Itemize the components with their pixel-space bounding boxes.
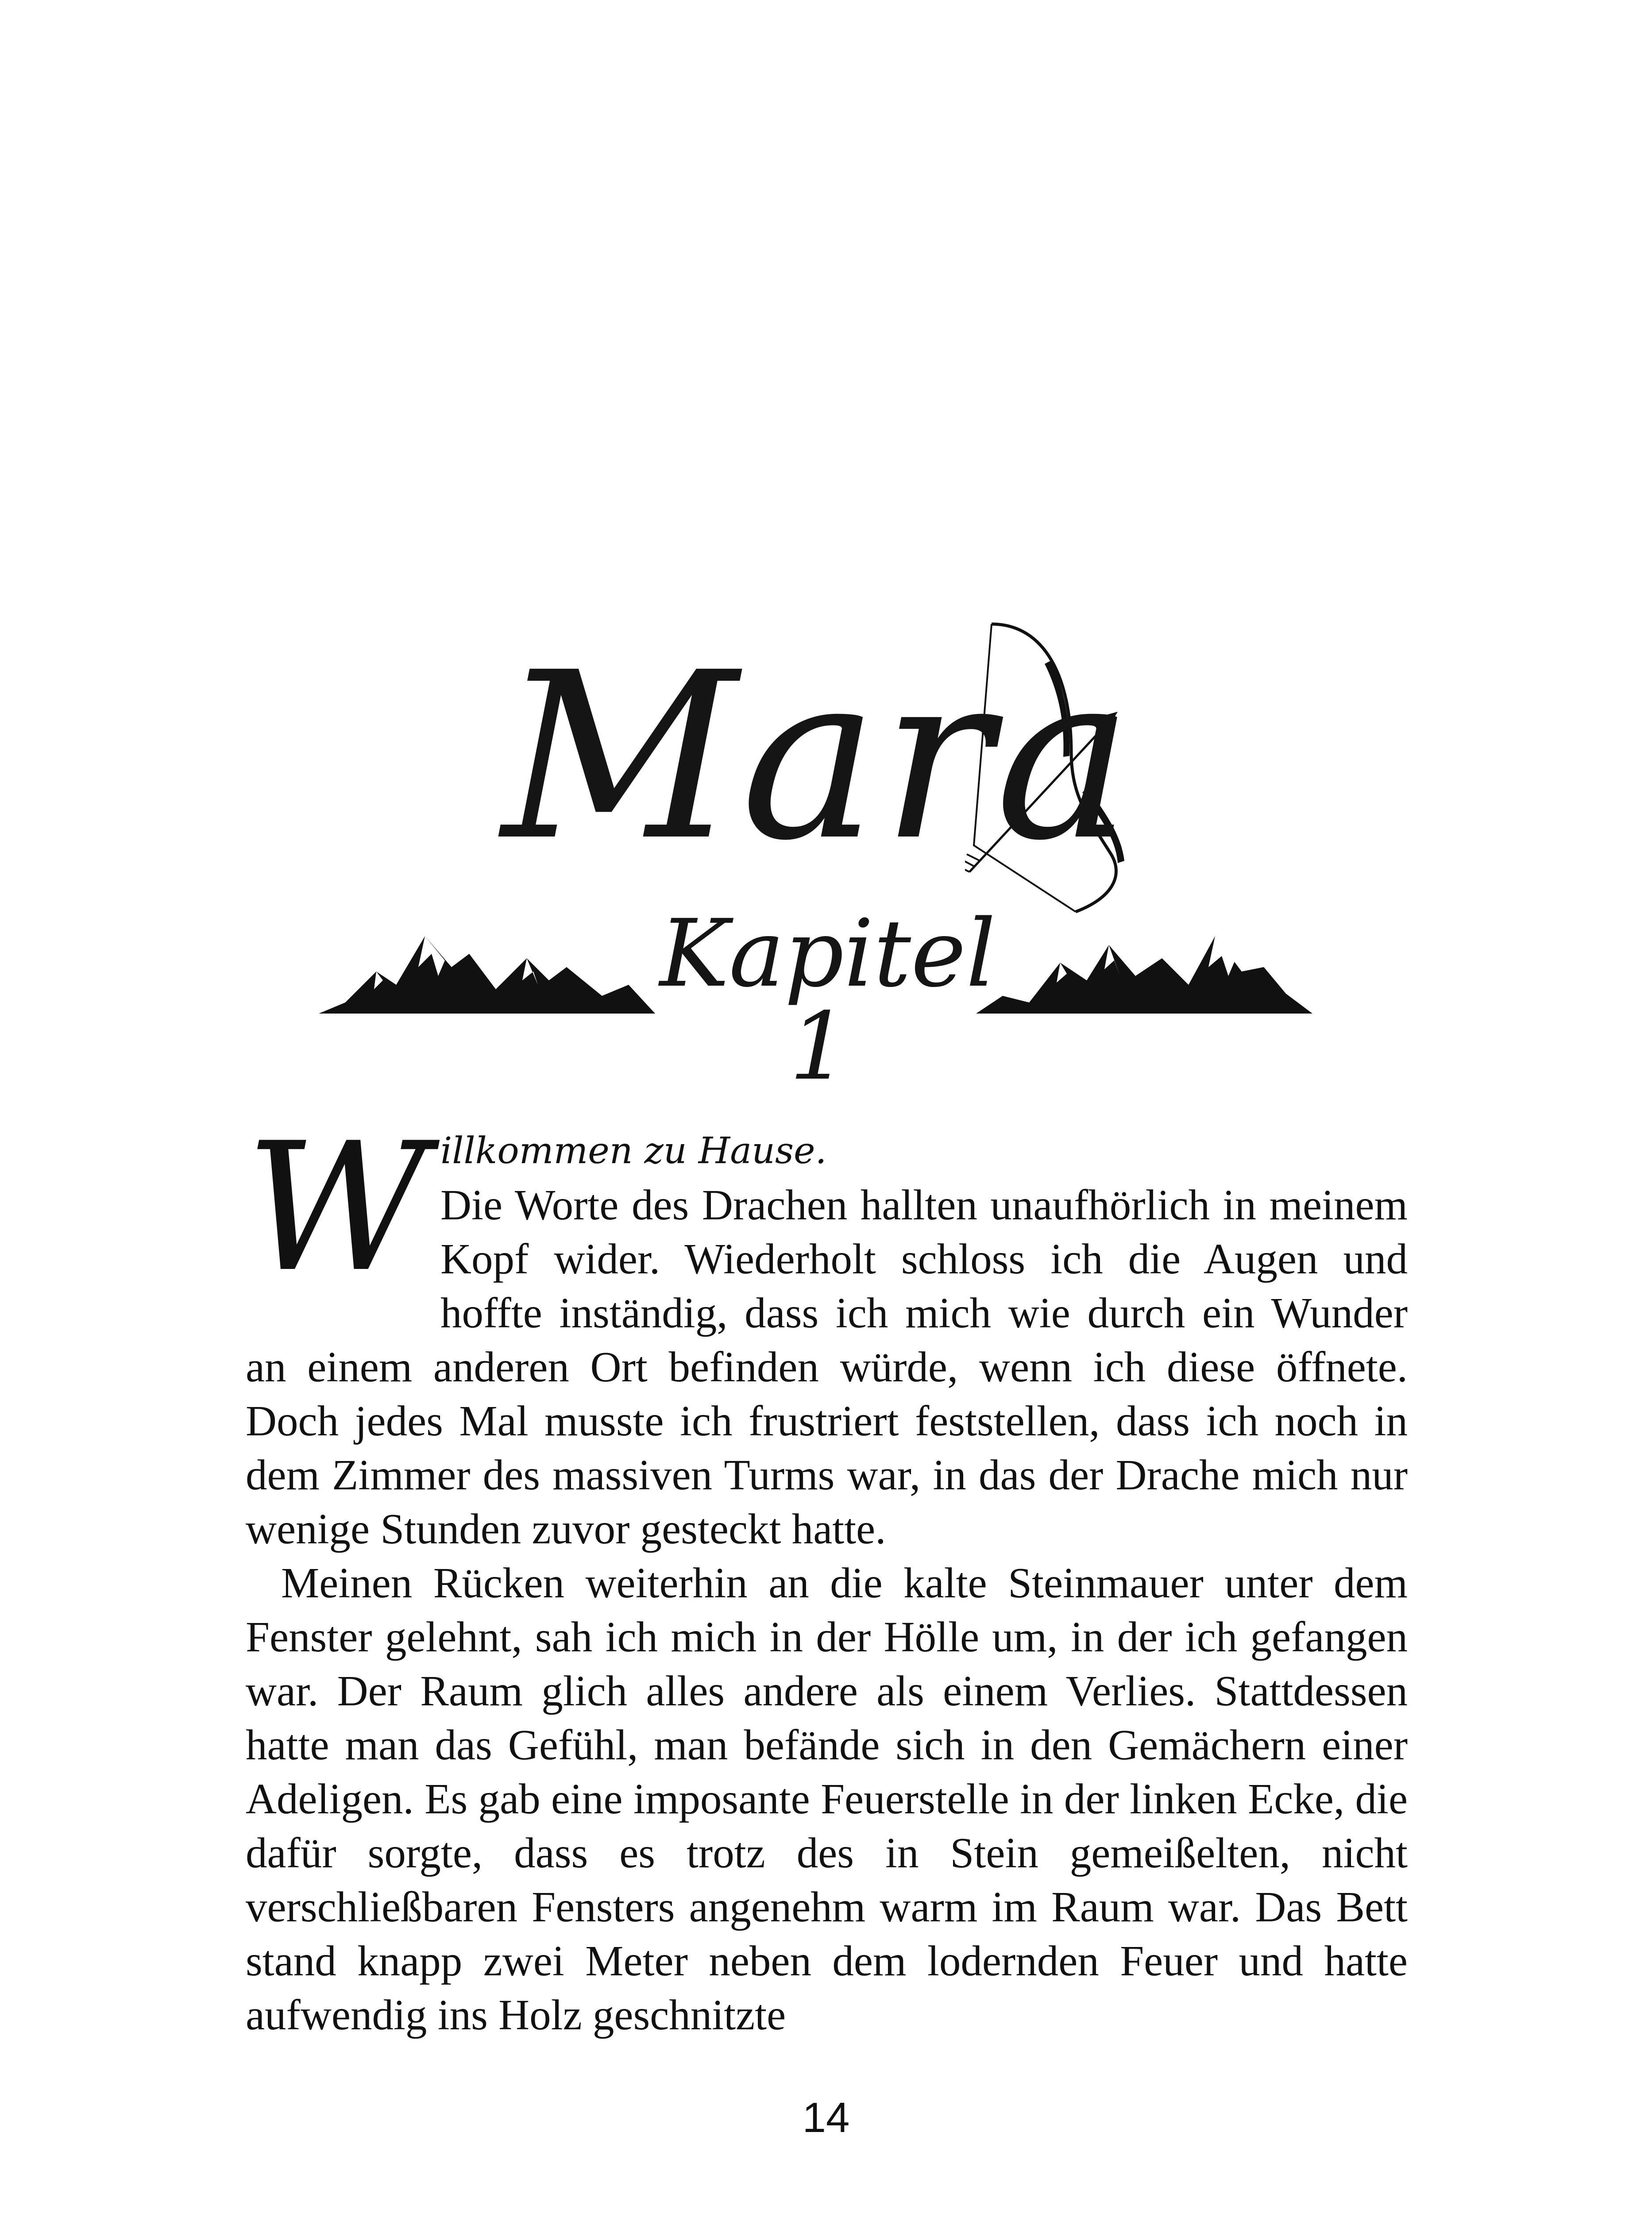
paragraph: Meinen Rücken weiterhin an die kalte Steinmauer unter dem Fenster gelehnt, sah ich mich in der Hölle um, in der ich gefangen war. Der Raum glich alles andere als einem Verlies. Stattdessen hatte man das Gefühl, man befände sich in den Gemächern einer Adeligen. Es gab eine imposante Feuerstelle in der linken Ecke, die dafür sorgte, dass es trotz des in Stein gemeißelten, nicht verschließbaren Fensters angenehm warm im Raum war. Das Bett stand knapp zwei Meter neben dem lodernden Feuer und hatte aufwendig ins Holz geschnitzte: [246, 1559, 1408, 2039]
chapter-body: [246, 1105, 1408, 2042]
mountain-range-icon: [319, 918, 655, 1016]
drop-cap-container: [246, 1105, 440, 1311]
chapter-title: Mara: [502, 623, 1136, 891]
mountain-range-icon: [976, 918, 1312, 1016]
opening-italic-line: illkommen zu Hause.: [440, 1130, 827, 1172]
chapter-label: Kapitel 1: [660, 899, 996, 1101]
paragraph: Die Worte des Drachen hallten unaufhörlich in meinem Kopf wider. Wiederholt schloss ich die Augen und hoffte inständig, dass ich mich wie durch ein Wunder an einem anderen Ort befinden würde, wenn ich diese öffnete. Doch jedes Mal musste ich frustriert feststellen, dass ich noch in dem Zimmer des massiven Turms war, in das der Drache mich nur wenige Stunden zuvor gesteckt hatte.: [246, 1181, 1408, 1553]
drop-cap: W: [246, 1105, 428, 1311]
page-number: 14: [802, 2094, 850, 2141]
